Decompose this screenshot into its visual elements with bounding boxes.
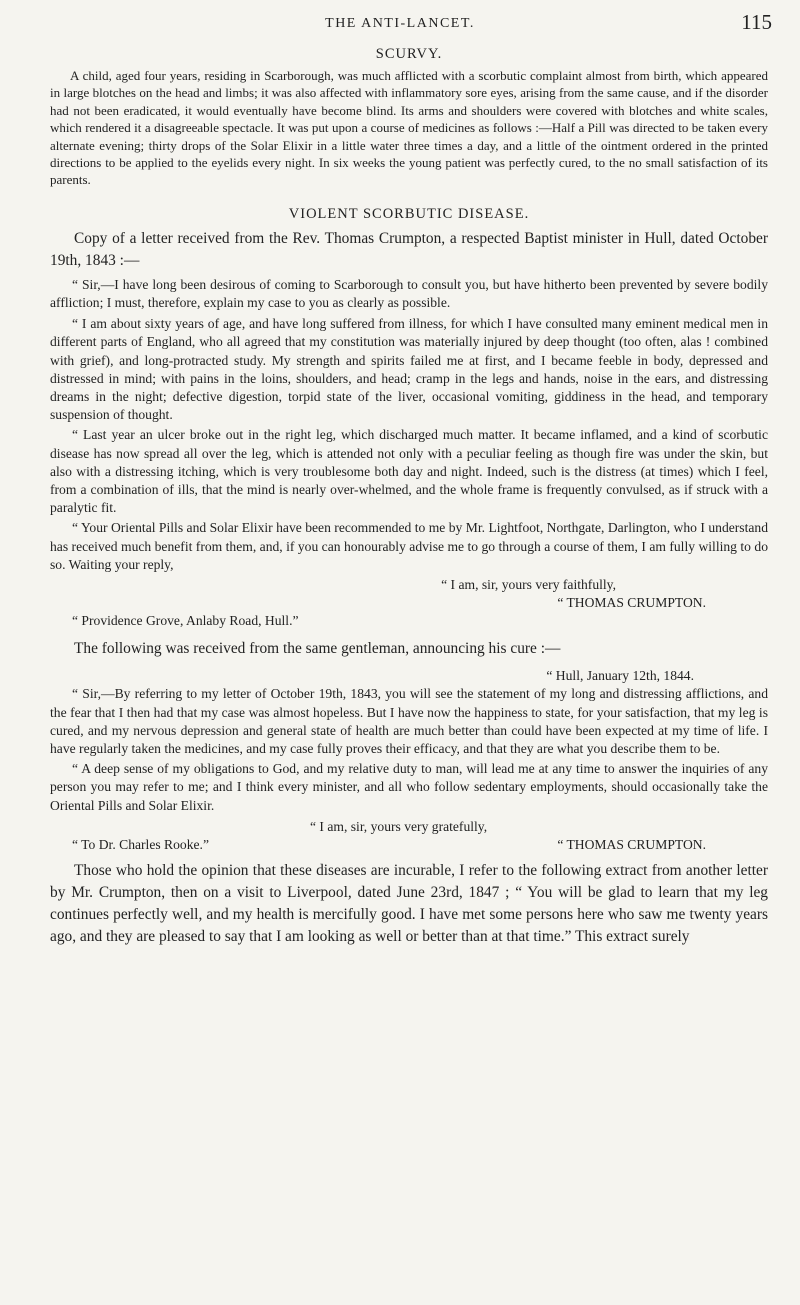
scurvy-paragraph: A child, aged four years, residing in Scarborough, was much afflicted with a scorbutic complaint almost from birth, which appeared in large blotches on the head and limbs; it was also affected with inflammatory sore eyes, arising from the same cause, and if the disorder had not been eradicated, it would eventually have become blind. Its arms and shoulders were covered with blotches and white scales, which rendered it a disagreeable spectacle. It was put upon a course of medicines as follows :—Half a Pill was directed to be taken every alternate evening; thirty drops of the Solar Elixir in a little water three times a day, and a little of the ointment ordered in the printed directions to be applied to the eyelids every night. In six weeks the young patient was perfectly cured, to the no small satisfaction of its parents.: [50, 68, 768, 188]
running-head: [0, 10, 800, 40]
letter-intro-paragraph: Copy of a letter received from the Rev. Thomas Crumpton, a respected Baptist minister in Hull, dated October 19th, 1843 :—: [50, 229, 768, 269]
page-content: [50, 46, 768, 948]
closing-section: [50, 860, 768, 948]
second-letter: [50, 667, 768, 853]
letter-signoff-row: [50, 836, 768, 854]
running-title: THE ANTI-LANCET.: [325, 16, 475, 31]
letter-paragraph: “ Sir,—By referring to my letter of October 19th, 1843, you will see the statement of my long and distressing afflictions, and the fear that I then had that my case was almost hopeless. But I have now the happiness to state, for your satisfaction, that my leg is cured, and my nervous depression and general state of health are much better than could have been expected at my time of life. I have regularly taken the medicines, and my case fully proves their efficacy, and that they are what you describe them to be.: [50, 686, 768, 756]
letter-closing: “ I am, sir, yours very gratefully,: [310, 818, 488, 834]
letter-dateline: “ Hull, January 12th, 1844.: [546, 668, 694, 684]
letter-paragraph: “ Sir,—I have long been desirous of coming to Scarborough to consult you, but have hitherto been prevented by severe bodily affliction; I must, therefore, explain my case to you as clearly as possible.: [50, 276, 768, 311]
letter-signature: “ THOMAS CRUMPTON.: [557, 595, 706, 611]
letter-introduction: [50, 228, 768, 272]
letter-paragraph: “ I am about sixty years of age, and have long suffered from illness, for which I have consulted many eminent medical men in different parts of England, who all agreed that my constitution was materially injured by deep thought (too often, alas ! combined with grief), and long-protracted study. My strength and spirits failed me at first, and I became feeble in body, depressed and distressed in mind; with pains in the loins, shoulders, and head; cramp in the legs and hands, noise in the ears, and distressing dreams in the night; defective digestion, torpid state of the liver, occasional vomiting, giddiness in the head, and temporary suspension of thought.: [50, 316, 768, 423]
cure-introduction: [50, 638, 768, 660]
letter-closing: “ I am, sir, yours very faithfully,: [441, 577, 616, 593]
letter-signature: “ THOMAS CRUMPTON.: [557, 836, 706, 852]
section-heading-scurvy: SCURVY.: [375, 46, 443, 62]
letter-addressee: “ To Dr. Charles Rooke.”: [72, 836, 209, 852]
letter-paragraph: “ A deep sense of my obligations to God, and my relative duty to man, will lead me at any time to answer the inquiries of any person you may refer to me; and I think every minister, and all who follow sedentary employments, should occasionally take the Oriental Pills and Solar Elixir.: [50, 761, 768, 813]
section-heading-violent-scorbutic-disease: VIOLENT SCORBUTIC DISEASE.: [288, 205, 530, 222]
page-number: 115: [741, 10, 772, 34]
cure-intro-paragraph: The following was received from the same gentleman, announcing his cure :—: [74, 640, 561, 658]
letter-paragraph: “ Last year an ulcer broke out in the right leg, which discharged much matter. It became inflamed, and a kind of scorbutic disease has now spread all over the leg, which is attended not only with a peculiar feeling as though fire was under the skin, but also with a distressing itching, which is very troublesome both day and night. Indeed, such is the distress (at times) which I feel, from a combination of ills, that the mind is nearly over-whelmed, and the whole frame is frequently convulsed, as if struck with a paralytic fit.: [50, 427, 768, 516]
first-letter: [50, 276, 768, 630]
letter-address: “ Providence Grove, Anlaby Road, Hull.”: [72, 613, 299, 629]
letter-paragraph: “ Your Oriental Pills and Solar Elixir have been recommended to me by Mr. Lightfoot, Northgate, Darlington, who I understand has received much benefit from them, and, if you can honourably advise me to go through a course of them, I am fully willing to do so. Waiting your reply,: [50, 520, 768, 572]
closing-paragraph: Those who hold the opinion that these diseases are incurable, I refer to the following extract from another letter by Mr. Crumpton, then on a visit to Liverpool, dated June 23rd, 1847 ; “ You will be glad to learn that my leg continues perfectly well, and my health is mercifully good. I have met some persons here who saw me twenty years ago, and they are pleased to say that I am looking as well or better than at that time.” This extract surely: [50, 861, 768, 945]
scurvy-case: [50, 67, 768, 189]
